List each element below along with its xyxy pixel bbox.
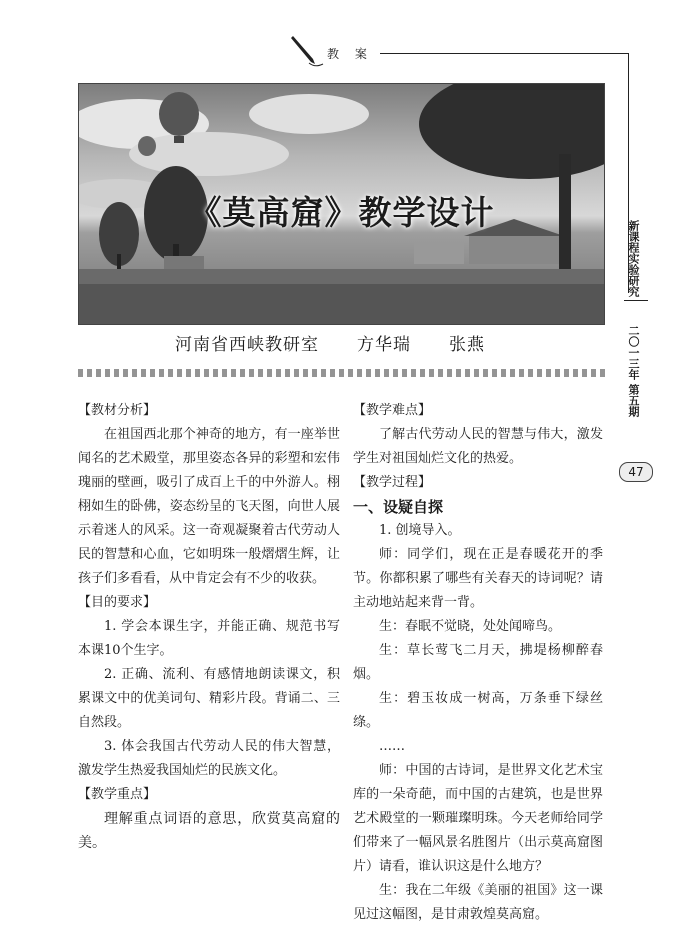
- section-heading: 【教学难点】: [353, 403, 432, 418]
- paragraph: 生：碧玉妆成一树高，万条垂下绿丝绦。: [353, 691, 603, 730]
- paragraph: 1. 创境导入。: [379, 523, 461, 538]
- left-column: [78, 399, 340, 855]
- paragraph: 生：我在二年级《美丽的祖国》这一课见过这幅图，是甘肃敦煌莫高窟。: [353, 883, 603, 922]
- header-rule: [380, 53, 628, 54]
- issue-label: 二〇一三年 第五期: [627, 325, 640, 417]
- paragraph: 理解重点词语的意思，欣赏莫高窟的美。: [78, 811, 340, 851]
- paragraph: 在祖国西北那个神奇的地方，有一座举世闻名的艺术殿堂，那里姿态各异的彩塑和宏伟瑰丽的壁画，吸引了成百上千的中外游人。栩栩如生的卧佛，姿态纷呈的飞天图，向世人展示着迷人的风采。这一奇观凝聚着古代劳动人民的智慧和心血，它如明珠一般熠熠生辉，让孩子们多看看，从中肯定会有不少的收获。: [78, 427, 340, 586]
- page-number: 47: [619, 462, 653, 482]
- section-heading: 【教学过程】: [353, 475, 432, 490]
- banner-title: 《莫高窟》教学设计: [188, 193, 495, 232]
- section-heading: 【目的要求】: [78, 595, 157, 610]
- journal-name: 新课程实验研究: [627, 220, 640, 297]
- pen-icon: [285, 30, 325, 70]
- author-name: 方华瑞: [357, 335, 411, 355]
- paragraph: 了解古代劳动人民的智慧与伟大，激发学生对祖国灿烂文化的热爱。: [353, 427, 603, 466]
- banner-image: [78, 83, 605, 325]
- paragraph: 2. 正确、流利、有感情地朗读课文，积累课文中的优美词句、精彩片段。背诵二、三自然段。: [78, 667, 340, 730]
- author-name: 张燕: [449, 335, 485, 355]
- author-affiliation: 河南省西峡教研室: [175, 335, 319, 355]
- section-heading: 【教材分析】: [78, 403, 157, 418]
- paragraph: 生：草长莺飞二月天，拂堤杨柳醉春烟。: [353, 643, 603, 682]
- section-heading: 【教学重点】: [78, 787, 157, 802]
- subheading: 一、设疑自探: [353, 498, 444, 516]
- paragraph: 师：同学们，现在正是春暖花开的季节。你都积累了哪些有关春天的诗词呢？请主动地站起来背一背。: [353, 547, 603, 610]
- side-rule: [624, 300, 648, 301]
- author-line: [175, 330, 523, 355]
- ellipsis: ……: [379, 739, 405, 754]
- paragraph: 1. 学会本课生字，并能正确、规范书写本课10个生字。: [78, 619, 340, 658]
- paragraph: 3. 体会我国古代劳动人民的伟大智慧，激发学生热爱我国灿烂的民族文化。: [78, 739, 340, 778]
- ornament-divider: [78, 369, 606, 377]
- paragraph: 师：中国的古诗词，是世界文化艺术宝库的一朵奇葩，而中国的古建筑，也是世界艺术殿堂的一颗璀璨明珠。今天老师给同学们带来了一幅风景名胜图片（出示莫高窟图片）请看，谁认识这是什么地方？: [353, 763, 603, 874]
- right-column: [353, 399, 603, 927]
- paragraph: 生：春眠不觉晓，处处闻啼鸟。: [379, 619, 562, 634]
- section-label: 教 案: [327, 47, 373, 61]
